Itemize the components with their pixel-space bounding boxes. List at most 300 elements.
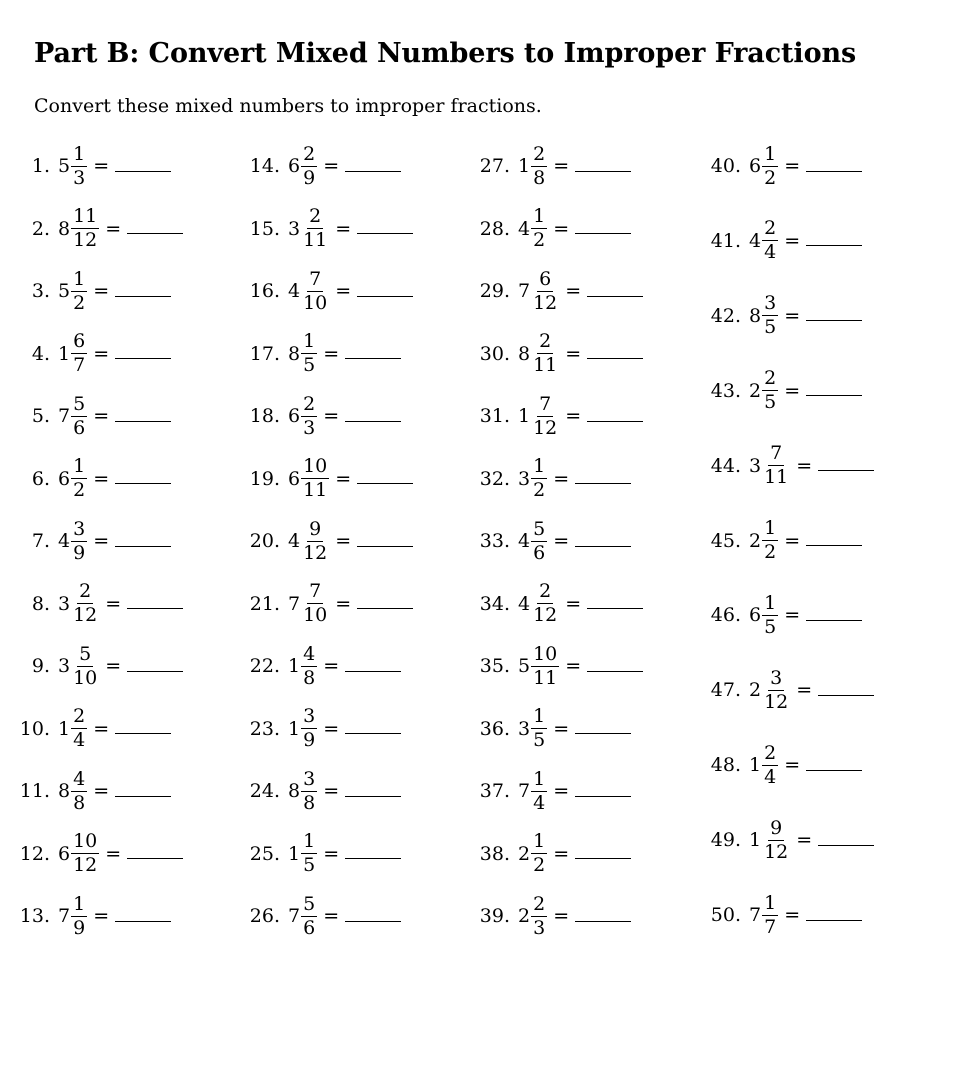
problem-item bbox=[242, 826, 401, 882]
problem-item bbox=[12, 826, 183, 882]
problem-number: 12. bbox=[19, 842, 50, 865]
problem-item bbox=[703, 438, 874, 494]
equals-sign: = bbox=[93, 155, 110, 177]
denominator: 11 bbox=[303, 229, 328, 251]
equals-sign: = bbox=[323, 155, 340, 177]
answer-blank[interactable] bbox=[575, 171, 631, 172]
denominator: 8 bbox=[533, 166, 546, 189]
equals-sign: = bbox=[323, 780, 340, 802]
fraction bbox=[531, 392, 559, 439]
answer-blank[interactable] bbox=[818, 695, 874, 696]
problem-number: 15. bbox=[249, 217, 280, 240]
fraction bbox=[71, 767, 87, 814]
answer-blank[interactable] bbox=[115, 733, 171, 734]
answer-blank[interactable] bbox=[575, 858, 631, 859]
whole-number: 1 bbox=[749, 754, 762, 777]
fraction bbox=[301, 332, 317, 375]
equals-sign: = bbox=[323, 842, 340, 865]
problem-number: 16. bbox=[249, 280, 280, 302]
problem-item bbox=[703, 737, 862, 793]
denominator: 8 bbox=[73, 791, 86, 814]
problem-number: 45. bbox=[710, 529, 741, 552]
problem-item bbox=[12, 326, 171, 382]
fraction bbox=[71, 707, 87, 750]
answer-blank[interactable] bbox=[345, 733, 401, 734]
denominator: 9 bbox=[73, 541, 86, 564]
whole-number: 3 bbox=[749, 454, 762, 477]
numerator: 5 bbox=[73, 392, 86, 415]
answer-blank[interactable] bbox=[357, 546, 413, 547]
answer-blank[interactable] bbox=[575, 733, 631, 734]
numerator: 7 bbox=[309, 267, 322, 290]
whole-number: 8 bbox=[58, 217, 71, 240]
problem-item bbox=[12, 638, 183, 694]
answer-blank[interactable] bbox=[575, 921, 631, 922]
whole-number: 8 bbox=[518, 342, 531, 365]
whole-number: 1 bbox=[58, 342, 71, 365]
whole-number: 2 bbox=[518, 842, 531, 865]
whole-number: 7 bbox=[288, 905, 301, 927]
answer-blank[interactable] bbox=[806, 320, 862, 321]
problem-item bbox=[12, 888, 171, 944]
numerator: 2 bbox=[764, 217, 777, 240]
numerator: 11 bbox=[73, 205, 98, 227]
problem-item bbox=[12, 451, 171, 507]
problem-number: 39. bbox=[479, 905, 510, 927]
fraction bbox=[531, 642, 559, 689]
equals-sign: = bbox=[93, 717, 110, 740]
problem-number: 33. bbox=[479, 530, 510, 552]
whole-number: 4 bbox=[288, 280, 301, 302]
whole-number: 7 bbox=[58, 405, 71, 427]
whole-number: 7 bbox=[288, 592, 301, 615]
problem-number: 32. bbox=[479, 467, 510, 490]
denominator: 9 bbox=[303, 729, 316, 751]
answer-blank[interactable] bbox=[115, 421, 171, 422]
equals-sign: = bbox=[105, 217, 122, 240]
answer-blank[interactable] bbox=[587, 296, 643, 297]
problem-item bbox=[703, 812, 874, 868]
fraction bbox=[301, 267, 329, 314]
problem-item bbox=[472, 701, 631, 757]
fraction bbox=[762, 294, 778, 337]
equals-sign: = bbox=[784, 604, 801, 627]
problem-number: 1. bbox=[31, 155, 50, 177]
problem-number: 34. bbox=[479, 592, 510, 615]
problem-number: 9. bbox=[31, 655, 50, 677]
denominator: 2 bbox=[73, 291, 86, 314]
answer-blank[interactable] bbox=[587, 671, 643, 672]
whole-number: 7 bbox=[749, 904, 762, 926]
problem-item bbox=[472, 576, 643, 632]
problem-number: 41. bbox=[710, 229, 741, 252]
numerator: 2 bbox=[533, 892, 546, 915]
fraction bbox=[71, 832, 99, 875]
problem-number: 36. bbox=[479, 717, 510, 740]
fraction bbox=[531, 457, 547, 500]
whole-number: 2 bbox=[749, 529, 762, 552]
answer-blank[interactable] bbox=[357, 483, 413, 484]
numerator: 10 bbox=[533, 642, 558, 665]
problem-number: 4. bbox=[31, 342, 50, 365]
problem-number: 21. bbox=[249, 592, 280, 615]
answer-blank[interactable] bbox=[575, 233, 631, 234]
equals-sign: = bbox=[335, 280, 352, 302]
equals-sign: = bbox=[784, 904, 801, 926]
whole-number: 3 bbox=[518, 717, 531, 740]
answer-blank[interactable] bbox=[127, 233, 183, 234]
numerator: 7 bbox=[770, 442, 783, 465]
answer-blank[interactable] bbox=[345, 358, 401, 359]
fraction bbox=[762, 142, 778, 189]
answer-blank[interactable] bbox=[587, 421, 643, 422]
answer-blank[interactable] bbox=[345, 171, 401, 172]
equals-sign: = bbox=[553, 905, 570, 927]
problem-number: 11. bbox=[19, 780, 50, 802]
whole-number: 1 bbox=[288, 842, 301, 865]
equals-sign: = bbox=[796, 454, 813, 477]
denominator: 2 bbox=[764, 166, 777, 189]
problem-number: 29. bbox=[479, 280, 510, 302]
denominator: 12 bbox=[764, 840, 789, 863]
answer-blank[interactable] bbox=[587, 608, 643, 609]
problem-item bbox=[12, 576, 183, 632]
problem-item bbox=[242, 201, 413, 257]
numerator: 2 bbox=[73, 705, 86, 727]
answer-blank[interactable] bbox=[115, 921, 171, 922]
numerator: 2 bbox=[303, 142, 316, 165]
problem-number: 31. bbox=[479, 405, 510, 427]
answer-blank[interactable] bbox=[575, 796, 631, 797]
fraction bbox=[531, 207, 547, 250]
problem-number: 2. bbox=[31, 217, 50, 240]
problem-item bbox=[703, 138, 862, 194]
problem-item bbox=[472, 326, 643, 382]
whole-number: 8 bbox=[288, 780, 301, 802]
numerator: 2 bbox=[539, 330, 552, 352]
equals-sign: = bbox=[784, 155, 801, 177]
numerator: 3 bbox=[303, 767, 316, 790]
answer-blank[interactable] bbox=[806, 245, 862, 246]
problem-item bbox=[703, 587, 862, 643]
answer-blank[interactable] bbox=[806, 620, 862, 621]
equals-sign: = bbox=[323, 405, 340, 427]
answer-blank[interactable] bbox=[818, 845, 874, 846]
numerator: 3 bbox=[770, 666, 783, 689]
problem-item bbox=[12, 763, 171, 819]
denominator: 5 bbox=[764, 615, 777, 638]
equals-sign: = bbox=[335, 530, 352, 552]
equals-sign: = bbox=[553, 530, 570, 552]
denominator: 6 bbox=[533, 541, 546, 564]
denominator: 10 bbox=[73, 666, 98, 689]
equals-sign: = bbox=[784, 379, 801, 402]
denominator: 3 bbox=[303, 416, 316, 439]
problem-item bbox=[472, 763, 631, 819]
denominator: 10 bbox=[303, 291, 328, 314]
answer-blank[interactable] bbox=[115, 296, 171, 297]
equals-sign: = bbox=[323, 905, 340, 927]
fraction bbox=[71, 892, 87, 939]
equals-sign: = bbox=[105, 592, 122, 615]
problem-number: 18. bbox=[249, 405, 280, 427]
fraction bbox=[301, 582, 329, 625]
problem-number: 13. bbox=[19, 905, 50, 927]
instructions: Convert these mixed numbers to improper fractions. bbox=[34, 95, 542, 117]
fraction bbox=[71, 207, 99, 250]
problem-number: 44. bbox=[710, 454, 741, 477]
problem-item bbox=[12, 701, 171, 757]
whole-number: 5 bbox=[518, 655, 531, 677]
whole-number: 6 bbox=[58, 467, 71, 490]
answer-blank[interactable] bbox=[357, 296, 413, 297]
numerator: 1 bbox=[73, 142, 86, 165]
equals-sign: = bbox=[796, 679, 813, 702]
answer-blank[interactable] bbox=[345, 921, 401, 922]
problem-number: 43. bbox=[710, 379, 741, 402]
whole-number: 7 bbox=[518, 280, 531, 302]
problem-number: 47. bbox=[710, 679, 741, 702]
equals-sign: = bbox=[784, 754, 801, 777]
fraction bbox=[71, 582, 99, 625]
answer-blank[interactable] bbox=[127, 858, 183, 859]
whole-number: 4 bbox=[288, 530, 301, 552]
equals-sign: = bbox=[784, 229, 801, 252]
equals-sign: = bbox=[93, 905, 110, 927]
whole-number: 1 bbox=[288, 655, 301, 677]
whole-number: 1 bbox=[518, 155, 531, 177]
answer-blank[interactable] bbox=[127, 671, 183, 672]
equals-sign: = bbox=[323, 655, 340, 677]
problem-number: 46. bbox=[710, 604, 741, 627]
problem-item bbox=[242, 513, 413, 569]
whole-number: 2 bbox=[749, 379, 762, 402]
fraction bbox=[71, 392, 87, 439]
numerator: 1 bbox=[73, 455, 86, 477]
denominator: 7 bbox=[73, 354, 86, 376]
denominator: 4 bbox=[764, 765, 777, 788]
numerator: 1 bbox=[533, 830, 546, 852]
whole-number: 2 bbox=[749, 679, 762, 702]
problem-number: 19. bbox=[249, 467, 280, 490]
problem-number: 28. bbox=[479, 217, 510, 240]
numerator: 6 bbox=[73, 330, 86, 352]
problem-item bbox=[242, 451, 413, 507]
numerator: 1 bbox=[764, 891, 777, 914]
denominator: 12 bbox=[73, 229, 98, 251]
problem-item bbox=[242, 701, 401, 757]
problem-number: 40. bbox=[710, 155, 741, 177]
equals-sign: = bbox=[93, 342, 110, 365]
answer-blank[interactable] bbox=[115, 358, 171, 359]
fraction bbox=[301, 707, 317, 750]
problem-number: 42. bbox=[710, 304, 741, 327]
numerator: 1 bbox=[303, 330, 316, 352]
denominator: 6 bbox=[73, 416, 86, 439]
denominator: 3 bbox=[533, 916, 546, 939]
numerator: 2 bbox=[539, 580, 552, 602]
equals-sign: = bbox=[93, 530, 110, 552]
problem-number: 14. bbox=[249, 155, 280, 177]
equals-sign: = bbox=[553, 467, 570, 490]
fraction bbox=[531, 142, 547, 189]
numerator: 1 bbox=[764, 591, 777, 614]
denominator: 4 bbox=[73, 729, 86, 751]
denominator: 8 bbox=[303, 791, 316, 814]
numerator: 4 bbox=[303, 642, 316, 665]
problem-item bbox=[12, 388, 171, 444]
denominator: 4 bbox=[764, 241, 777, 264]
whole-number: 1 bbox=[749, 829, 762, 852]
problem-item bbox=[472, 638, 643, 694]
problem-number: 23. bbox=[249, 717, 280, 740]
answer-blank[interactable] bbox=[115, 483, 171, 484]
answer-blank[interactable] bbox=[806, 171, 862, 172]
fraction bbox=[531, 767, 547, 814]
equals-sign: = bbox=[93, 405, 110, 427]
numerator: 9 bbox=[770, 816, 783, 839]
fraction bbox=[531, 582, 559, 625]
problem-item bbox=[472, 451, 631, 507]
fraction bbox=[301, 457, 329, 500]
problem-item bbox=[703, 213, 862, 269]
answer-blank[interactable] bbox=[115, 546, 171, 547]
answer-blank[interactable] bbox=[357, 608, 413, 609]
answer-blank[interactable] bbox=[806, 545, 862, 546]
equals-sign: = bbox=[565, 280, 582, 302]
equals-sign: = bbox=[93, 280, 110, 302]
denominator: 5 bbox=[533, 729, 546, 751]
answer-blank[interactable] bbox=[115, 796, 171, 797]
answer-blank[interactable] bbox=[127, 608, 183, 609]
numerator: 1 bbox=[533, 205, 546, 227]
fraction bbox=[762, 816, 790, 863]
numerator: 9 bbox=[309, 517, 322, 540]
numerator: 2 bbox=[303, 392, 316, 415]
fraction bbox=[301, 392, 317, 439]
fraction bbox=[762, 666, 790, 713]
numerator: 2 bbox=[79, 580, 92, 602]
denominator: 9 bbox=[73, 916, 86, 939]
answer-blank[interactable] bbox=[345, 421, 401, 422]
problem-item bbox=[472, 888, 631, 944]
numerator: 3 bbox=[73, 517, 86, 540]
answer-blank[interactable] bbox=[115, 171, 171, 172]
numerator: 4 bbox=[73, 767, 86, 790]
denominator: 11 bbox=[533, 666, 558, 689]
denominator: 2 bbox=[533, 854, 546, 876]
problem-number: 17. bbox=[249, 342, 280, 365]
answer-blank[interactable] bbox=[575, 546, 631, 547]
problem-item bbox=[242, 263, 413, 319]
answer-blank[interactable] bbox=[806, 395, 862, 396]
problem-number: 5. bbox=[31, 405, 50, 427]
problem-item bbox=[472, 513, 631, 569]
whole-number: 6 bbox=[288, 155, 301, 177]
answer-blank[interactable] bbox=[345, 671, 401, 672]
fraction bbox=[762, 741, 778, 788]
problem-item bbox=[12, 513, 171, 569]
equals-sign: = bbox=[323, 342, 340, 365]
problem-item bbox=[703, 513, 862, 569]
whole-number: 4 bbox=[518, 592, 531, 615]
denominator: 12 bbox=[73, 604, 98, 626]
denominator: 3 bbox=[73, 166, 86, 189]
problem-number: 7. bbox=[31, 530, 50, 552]
denominator: 2 bbox=[533, 229, 546, 251]
denominator: 12 bbox=[533, 291, 558, 314]
fraction bbox=[71, 332, 87, 375]
whole-number: 4 bbox=[518, 530, 531, 552]
equals-sign: = bbox=[93, 780, 110, 802]
answer-blank[interactable] bbox=[806, 920, 862, 921]
numerator: 1 bbox=[533, 767, 546, 790]
denominator: 2 bbox=[764, 541, 777, 563]
answer-blank[interactable] bbox=[818, 470, 874, 471]
fraction bbox=[71, 267, 87, 314]
equals-sign: = bbox=[323, 717, 340, 740]
numerator: 1 bbox=[303, 830, 316, 852]
answer-blank[interactable] bbox=[345, 796, 401, 797]
problem-number: 22. bbox=[249, 655, 280, 677]
problem-item bbox=[703, 887, 862, 943]
numerator: 1 bbox=[533, 705, 546, 727]
problem-number: 35. bbox=[479, 655, 510, 677]
fraction bbox=[762, 219, 778, 262]
problem-item bbox=[12, 138, 171, 194]
denominator: 10 bbox=[303, 604, 328, 626]
answer-blank[interactable] bbox=[357, 233, 413, 234]
fraction bbox=[71, 517, 87, 564]
denominator: 12 bbox=[533, 604, 558, 626]
problem-item bbox=[472, 826, 631, 882]
denominator: 11 bbox=[764, 466, 789, 489]
fraction bbox=[301, 767, 317, 814]
denominator: 5 bbox=[303, 854, 316, 876]
problem-item bbox=[242, 576, 413, 632]
whole-number: 1 bbox=[58, 717, 71, 740]
problem-item bbox=[242, 888, 401, 944]
whole-number: 6 bbox=[749, 604, 762, 627]
problem-number: 30. bbox=[479, 342, 510, 365]
fraction bbox=[762, 591, 778, 638]
denominator: 8 bbox=[303, 666, 316, 689]
answer-blank[interactable] bbox=[345, 858, 401, 859]
fraction bbox=[531, 267, 559, 314]
denominator: 12 bbox=[73, 854, 98, 876]
numerator: 3 bbox=[303, 705, 316, 727]
answer-blank[interactable] bbox=[806, 770, 862, 771]
numerator: 5 bbox=[303, 892, 316, 915]
numerator: 2 bbox=[309, 205, 322, 227]
numerator: 3 bbox=[764, 292, 777, 315]
problem-number: 3. bbox=[31, 280, 50, 302]
fraction bbox=[71, 642, 99, 689]
problem-number: 38. bbox=[479, 842, 510, 865]
fraction bbox=[301, 517, 329, 564]
equals-sign: = bbox=[105, 842, 122, 865]
denominator: 11 bbox=[303, 479, 328, 501]
whole-number: 4 bbox=[749, 229, 762, 252]
equals-sign: = bbox=[553, 217, 570, 240]
numerator: 10 bbox=[303, 455, 328, 477]
whole-number: 6 bbox=[58, 842, 71, 865]
answer-blank[interactable] bbox=[575, 483, 631, 484]
answer-blank[interactable] bbox=[587, 358, 643, 359]
problem-item bbox=[242, 763, 401, 819]
problem-item bbox=[242, 638, 401, 694]
fraction bbox=[301, 207, 329, 250]
